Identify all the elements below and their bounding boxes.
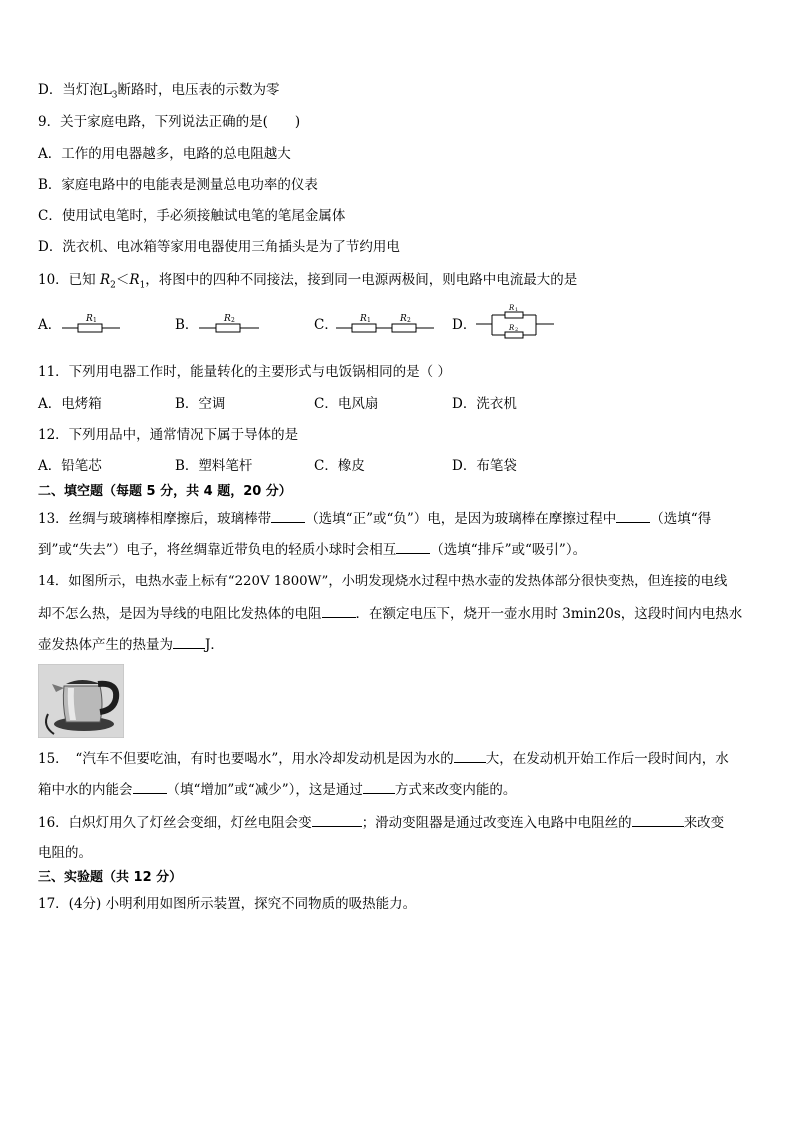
- q12-option-d: D．布笔袋: [452, 458, 517, 474]
- q10-option-d-label: D．: [452, 317, 477, 333]
- q16-line-1: 16．白炽灯用久了灯丝会变细，灯丝电阻会变 ；滑动变阻器是通过改变连入电路中电阻丝的 来改变: [38, 812, 724, 833]
- q11-option-d: D．洗衣机: [452, 396, 517, 412]
- q11-option-a: A．电烤箱: [38, 396, 102, 412]
- q9-option-a: A．工作的用电器越多，电路的总电阻越大: [38, 146, 291, 162]
- section-fill-in-title: 二、填空题（每题 5 分，共 4 题，20 分）: [38, 484, 292, 499]
- q9-option-b: B．家庭电路中的电能表是测量总电功率的仪表: [38, 177, 318, 193]
- q16-line-2: 电阻的。: [38, 845, 92, 861]
- q16-blank-2[interactable]: [632, 812, 684, 827]
- q11-stem: 11．下列用电器工作时，能量转化的主要形式与电饭锅相同的是（ ）: [38, 364, 451, 380]
- q9-option-d: D．洗衣机、电冰箱等家用电器使用三角插头是为了节约用电: [38, 239, 400, 255]
- q13-line-1: 13．丝绸与玻璃棒相摩擦后，玻璃棒带 （选填“正”或“负”）电，是因为玻璃棒在摩擦过程中 （选填“得: [38, 508, 711, 529]
- q17-stem: 17．(4分) 小明利用如图所示装置，探究不同物质的吸热能力。: [38, 896, 417, 912]
- q10-a-r-label: R: [86, 314, 93, 324]
- q13-blank-2[interactable]: [616, 508, 650, 523]
- q14-blank-2[interactable]: [173, 634, 205, 649]
- kettle-photo: [38, 664, 124, 738]
- q10-d-r2-label: R: [509, 324, 515, 332]
- q10-c-r1-sub: 1: [367, 317, 371, 324]
- q16-blank-1[interactable]: [312, 812, 362, 827]
- q10-d-r1-sub: 1: [515, 307, 519, 313]
- q15-line-2: 箱中水的内能会 （填“增加”或“减少”），这是通过 方式来改变内能的。: [38, 779, 516, 800]
- q14-line-2: 却不怎么热，是因为导线的电阻比发热体的电阻 ．在额定电压下，烧开一壶水用时 3min20s，这段时间内电热水: [38, 603, 742, 624]
- q10-c-r2-sub: 2: [407, 317, 411, 324]
- q10-d-r1-label: R: [509, 304, 515, 312]
- q15-blank-3[interactable]: [363, 779, 395, 794]
- q10-d-r2-sub: 2: [515, 327, 519, 333]
- q10-option-c-label: C．: [314, 317, 338, 333]
- q14-line-1: 14．如图所示，电热水壶上标有“220V 1800W”，小明发现烧水过程中热水壶的发热体部分很快变热，但连接的电线: [38, 574, 728, 589]
- q14-blank-1[interactable]: [322, 603, 356, 618]
- q10-circuit-a: [62, 310, 122, 336]
- q11-option-c: C．电风扇: [314, 396, 379, 412]
- section-experiment-title: 三、实验题（共 12 分）: [38, 870, 183, 885]
- q15-line-1: 15． “汽车不但要吃油，有时也要喝水”，用水冷却发动机是因为水的 大，在发动机开始工作后一段时间内，水: [38, 748, 729, 769]
- q11-option-b: B．空调: [175, 396, 226, 412]
- q10-stem: 10．已知 $R_2<R_1$，将图中的四种不同接法，接到同一电源两极间，则电路中电流最大的是: [38, 272, 578, 291]
- q10-c-r2-label: R: [400, 314, 407, 324]
- q13-blank-1[interactable]: [271, 508, 305, 523]
- q9-stem: 9．关于家庭电路，下列说法正确的是( ): [38, 114, 301, 130]
- q10-b-r-sub: 2: [231, 317, 235, 324]
- q10-a-r-sub: 1: [93, 317, 97, 324]
- q10-circuit-b: [199, 310, 261, 336]
- q12-option-c: C．橡皮: [314, 458, 365, 474]
- q10-option-b-label: B．: [175, 317, 199, 333]
- q15-blank-1[interactable]: [454, 748, 486, 763]
- q8-option-d: D．当灯泡$L_3$断路时，电压表的示数为零: [38, 82, 280, 101]
- q10-b-r-label: R: [224, 314, 231, 324]
- q9-option-c: C．使用试电笔时，手必须接触试电笔的笔尾金属体: [38, 208, 346, 224]
- q10-option-a-label: A．: [38, 317, 62, 333]
- q10-circuit-c: [336, 310, 436, 336]
- q10-c-r1-label: R: [360, 314, 367, 324]
- q13-blank-3[interactable]: [396, 539, 430, 554]
- q12-option-a: A．铅笔芯: [38, 458, 102, 474]
- q12-stem: 12．下列用品中，通常情况下属于导体的是: [38, 427, 299, 443]
- q15-blank-2[interactable]: [133, 779, 167, 794]
- q13-line-2: 到”或“失去”）电子，将丝绸靠近带负电的轻质小球时会相互 （选填“排斥”或“吸引”）。: [38, 539, 586, 560]
- q12-option-b: B．塑料笔杆: [175, 458, 253, 474]
- q14-line-3: 壶发热体产生的热量为 J．: [38, 634, 224, 655]
- q10-circuit-d: [476, 302, 556, 344]
